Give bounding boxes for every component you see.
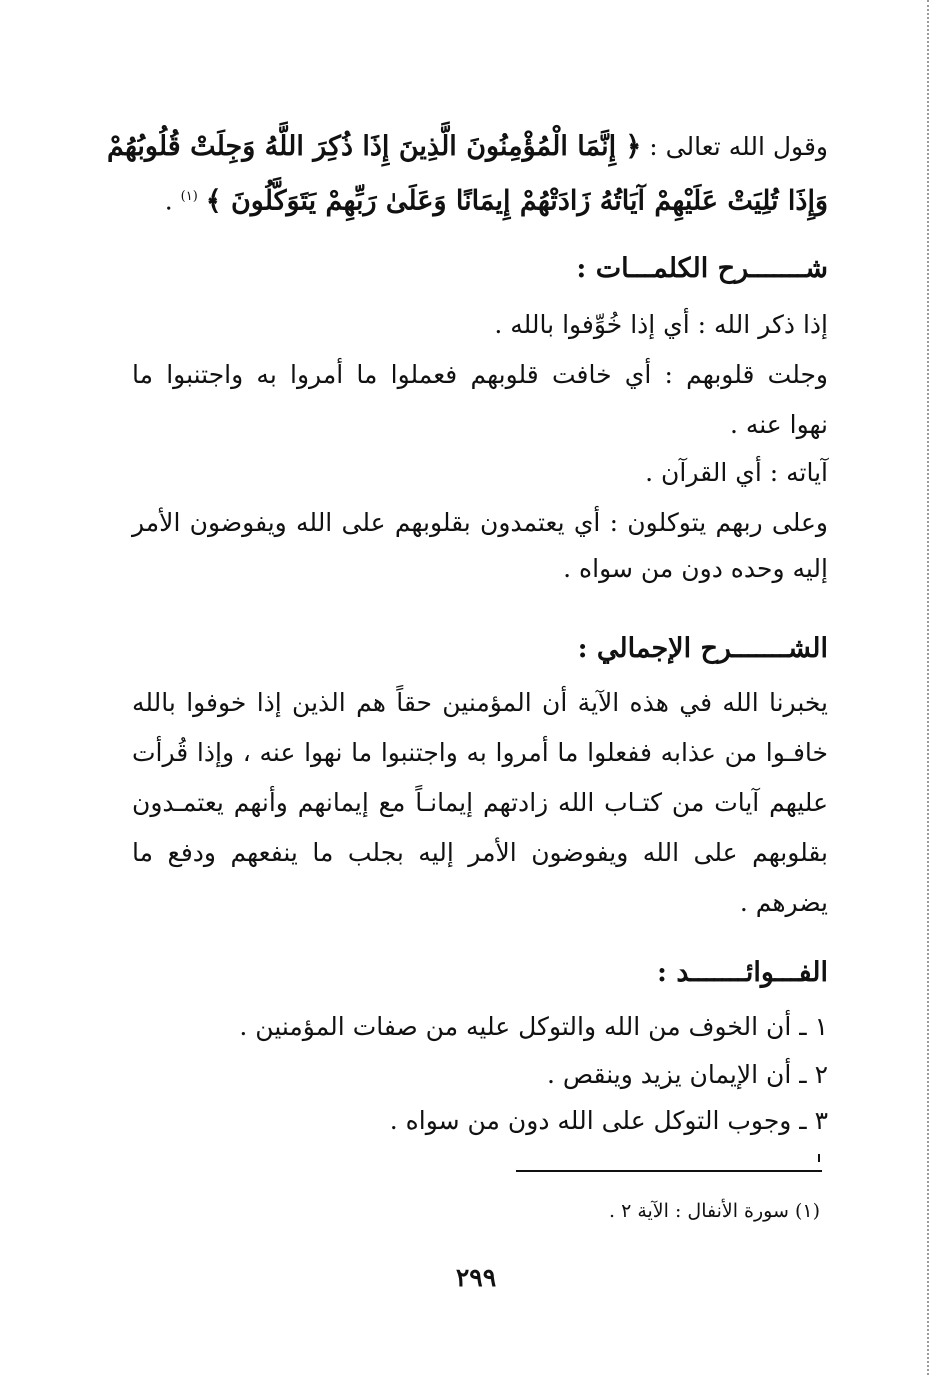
verse-line-2 (132, 180, 828, 218)
verse-text-2: وَإِذَا تُلِيَتْ عَلَيْهِمْ آيَاتُهُ زَادَتْهُمْ إِيمَانًا وَعَلَىٰ رَبِّهِمْ يَتَوَكَّلُونَ ﴾ (205, 185, 828, 217)
footnote-rule (516, 1170, 822, 1172)
verse-line-1 (106, 130, 874, 164)
vocab-heading: شـــــــرح الكلمـــات : (576, 253, 828, 284)
summary-line-1: يخبرنا الله في هذه الآية أن المؤمنين حقاً هم الذين إذا خوفوا بالله (132, 688, 828, 717)
vocab-item-2-cont: نهوا عنه . (729, 410, 828, 439)
benefit-item-1: ١ ـ أن الخوف من الله والتوكل عليه من صفات المؤمنين . (239, 1012, 828, 1041)
page-edge-dots (927, 0, 929, 1375)
vocab-item-4-cont: إليه وحده دون من سواه . (563, 554, 828, 583)
vocab-item-2: وجلت قلوبهم : أي خافت قلوبهم فعملوا ما أمروا به واجتنبوا ما (132, 360, 828, 389)
verse-end: . (164, 186, 173, 216)
summary-line-4: بقلوبهم على الله ويفوضون الأمر إليه بجلب ما ينفعهم ودفع ما (132, 838, 828, 867)
verse-intro: وقول الله تعالى : (649, 132, 828, 161)
vocab-item-3: آياته : أي القرآن . (645, 458, 828, 487)
benefit-item-3: ٣ ـ وجوب التوكل على الله دون من سواه . (389, 1106, 828, 1135)
summary-line-5: يضرهم . (739, 888, 828, 917)
footnote-rule-tick (818, 1154, 820, 1162)
benefits-heading: الفـــوائـــــــد : (657, 957, 828, 988)
verse-text-1: ﴿ إِنَّمَا الْمُؤْمِنُونَ الَّذِينَ إِذَا ذُكِرَ اللَّهُ وَجِلَتْ قُلُوبُهُمْ (106, 131, 642, 162)
page-number: ٢٩٩ (455, 1263, 497, 1292)
verse-footnote-ref: (١) (180, 189, 198, 204)
summary-line-2: خافـوا من عذابه ففعلوا ما أمروا به واجتنبوا ما نهوا عنه ، وإذا قُرأت (132, 738, 828, 767)
summary-line-3: عليهم آيات من كتـاب الله زادتهم إيمانـاً مع إيمانهم وأنهم يعتمـدون (132, 788, 828, 817)
benefit-item-2: ٢ ـ أن الإيمان يزيد وينقص . (547, 1060, 828, 1089)
vocab-item-1: إذا ذكر الله : أي إذا خُوِّفوا بالله . (494, 310, 828, 339)
vocab-item-4: وعلى ربهم يتوكلون : أي يعتمدون بقلوبهم على الله ويفوضون الأمر (132, 508, 828, 537)
summary-heading: الشـــــــرح الإجمالي : (577, 633, 828, 664)
footnote-text: (١) سورة الأنفال : الآية ٢ . (608, 1200, 820, 1222)
